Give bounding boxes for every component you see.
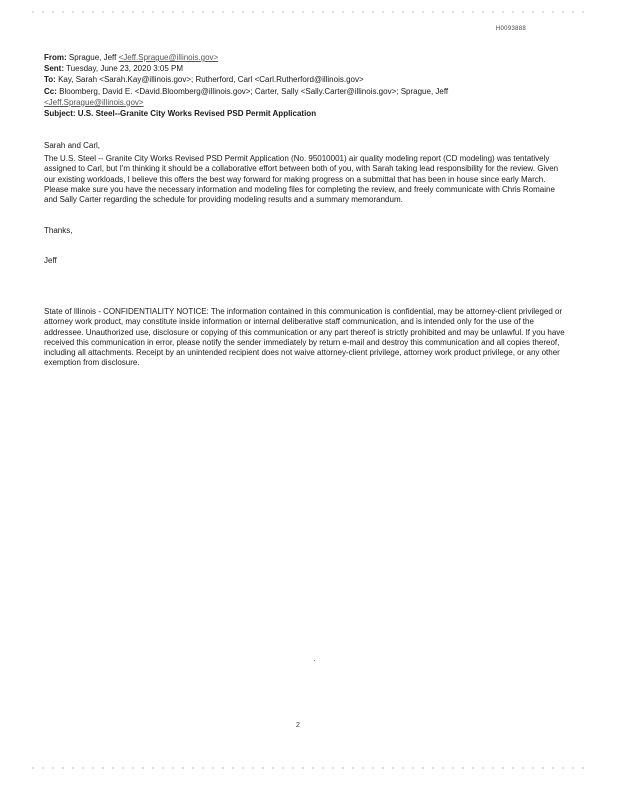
cc-label: Cc: bbox=[44, 86, 57, 96]
scan-speck bbox=[314, 660, 315, 661]
from-row bbox=[44, 52, 544, 63]
closing: Thanks, bbox=[44, 226, 73, 236]
subject-row bbox=[44, 108, 544, 119]
email-header bbox=[44, 52, 544, 119]
sent-label: Sent: bbox=[44, 64, 64, 74]
to-recipients: Kay, Sarah <Sarah.Kay@illinois.gov>; Rutherford, Carl <Carl.Rutherford@illinois.gov> bbox=[58, 75, 364, 85]
from-label: From: bbox=[44, 53, 67, 62]
subject-value: U.S. Steel--Granite City Works Revised PSD Permit Application bbox=[77, 109, 317, 119]
signature: Jeff bbox=[44, 256, 57, 266]
cc-row-continued bbox=[44, 97, 544, 108]
scan-edge-top bbox=[28, 10, 590, 14]
email-body bbox=[44, 141, 569, 267]
sent-value: Tuesday, June 23, 2020 3:05 PM bbox=[66, 64, 184, 74]
to-row bbox=[44, 74, 544, 85]
from-name: Sprague, Jeff bbox=[68, 53, 117, 62]
greeting: Sarah and Carl, bbox=[44, 141, 101, 150]
cc-row bbox=[44, 86, 544, 97]
to-label: To: bbox=[44, 75, 56, 85]
scan-edge-bottom bbox=[28, 766, 590, 770]
confidentiality-notice: State of Illinois - CONFIDENTIALITY NOTICE: The information contained in this communication is confidential, may be attorney-client privileged or attorney work product, may constitute inside information or internal deliberative staff communication, and is intended only for the use of the addressee. Unauthorized use, disclosure or copying of this communication or any part thereof is strictly prohibited and may be unlawful. If you have received this communication in error, please notify the sender immediately by return e-mail and destroy this communication and all copies thereof, including all attachments. Receipt by an unintended recipient does not waive attorney-client privilege, attorney work product privilege, or any other exemption from disclosure. bbox=[44, 307, 565, 368]
bates-number: H0093888 bbox=[495, 26, 526, 32]
cc-recipients: Bloomberg, David E. <David.Bloomberg@illinois.gov>; Carter, Sally <Sally.Carter@illinois.gov>; Sprague, Jeff bbox=[59, 86, 449, 96]
body-paragraph: The U.S. Steel -- Granite City Works Revised PSD Permit Application (No. 95010001) air quality modeling report (CD modeling) was tentatively assigned to Carl, but I'm thinking it should be a collaborative effort between both of you, with Sarah taking lead responsibility for the review. Given our existing workloads, I believe this offers the best way forward for making progress on a submittal that has been in house since early March. Please make sure you have the necessary information and modeling files for completing the review, and freely communicate with Chris Romaine and Sally Carter regarding the schedule for providing modeling results and a summary memorandum. bbox=[44, 154, 559, 205]
sent-row bbox=[44, 63, 544, 74]
from-email[interactable]: <Jeff.Sprague@illinois.gov> bbox=[118, 53, 219, 62]
page-number: 2 bbox=[296, 722, 300, 729]
subject-label: Subject: bbox=[44, 109, 76, 119]
cc-recipient-email[interactable]: <Jeff.Sprague@illinois.gov> bbox=[44, 97, 144, 107]
